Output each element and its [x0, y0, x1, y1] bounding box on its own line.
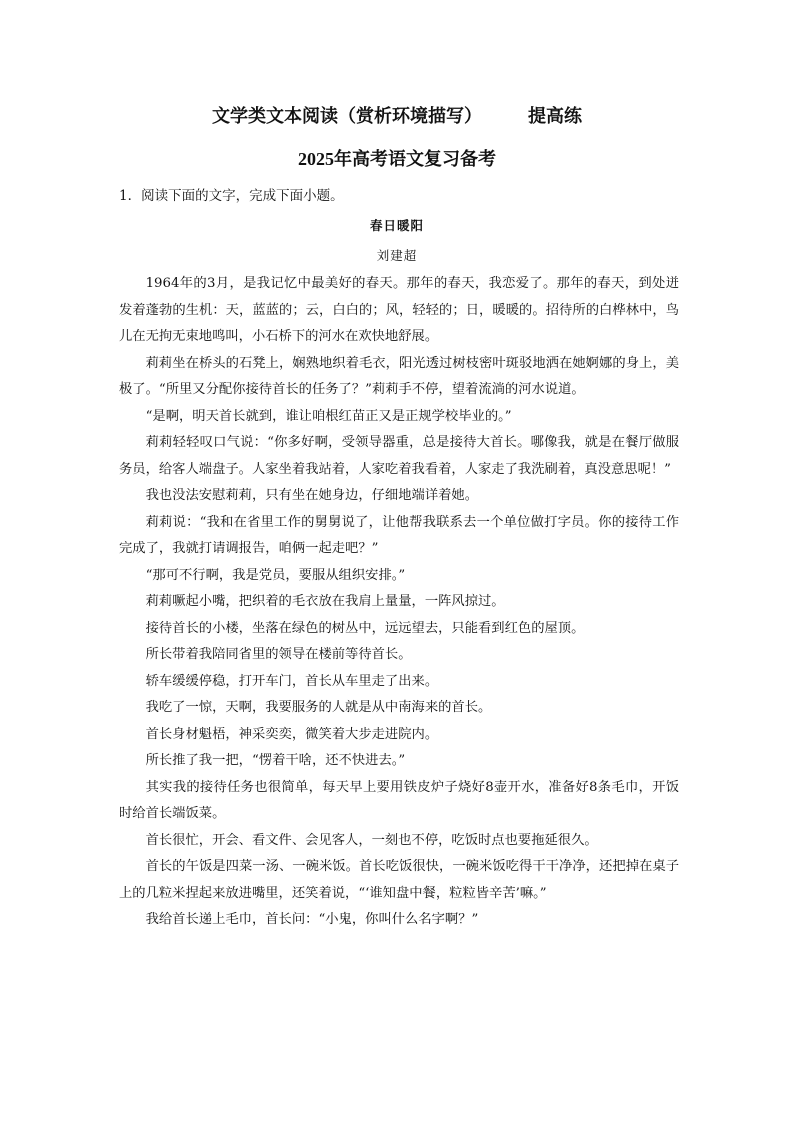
paragraph: 首长的午饭是四菜一汤、一碗米饭。首长吃饭很快，一碗米饭吃得干干净净，还把掉在桌子上的几粒米捏起来放进嘴里，还笑着说，“‘谁知盘中餐，粒粒皆辛苦’嘛。” [119, 859, 679, 901]
article-body [119, 271, 679, 934]
document-subtitle: 2025年高考语文复习备考 [298, 149, 496, 169]
document-title [0, 102, 794, 128]
article-author: 刘建超 [376, 248, 418, 263]
paragraph: 莉莉噘起小嘴，把织着的毛衣放在我肩上量量，一阵风掠过。 [145, 594, 505, 609]
paragraph: 我给首长递上毛巾，首长问：“小鬼，你叫什么名字啊？” [145, 912, 479, 927]
article-title: 春日暖阳 [369, 218, 424, 233]
paragraph: 首长很忙，开会、看文件、会见客人，一刻也不停，吃饭时点也要拖延很久。 [145, 832, 598, 848]
paragraph: “是啊，明天首长就到，谁让咱根红苗正又是正规学校毕业的。” [145, 408, 512, 424]
paragraph: 其实我的接待任务也很简单，每天早上要用铁皮炉子烧好8壶开水，准备好8条毛巾，开饭时给首长端饭菜。 [119, 779, 679, 821]
paragraph: 莉莉轻轻叹口气说：“你多好啊，受领导器重，总是接待大首长。哪像我，就是在餐厅做服务员，给客人端盘子。人家坐着我站着，人家吃着我看着，人家走了我洗刷着，真没意思呢！” [119, 435, 679, 477]
paragraph: 所长带着我陪同省里的领导在楼前等待首长。 [145, 647, 412, 662]
paragraph: 首长身材魁梧，神采奕奕，微笑着大步走进院内。 [145, 726, 439, 742]
paragraph: 轿车缓缓停稳，打开车门，首长从车里走了出来。 [145, 673, 439, 689]
paragraph: “那可不行啊，我是党员，要服从组织安排。” [145, 567, 406, 583]
paragraph: 所长推了我一把，“愣着干啥，还不快进去。” [145, 753, 406, 768]
title-tag: 提高练 [528, 106, 582, 126]
paragraph: 我吃了一惊，天啊，我要服务的人就是从中南海来的首长。 [145, 700, 492, 715]
paragraph: 1964年的3月，是我记忆中最美好的春天。那年的春天，我恋爱了。那年的春天，到处迸发着蓬勃的生机：天，蓝蓝的；云，白白的；风，轻轻的；日，暖暖的。招待所的白桦林中，鸟儿在无拘无束地鸣叫，小石桥下的河水在欢快地舒展。 [119, 276, 679, 344]
paragraph: 我也没法安慰莉莉，只有坐在她身边，仔细地端详着她。 [145, 488, 479, 503]
paragraph: 莉莉坐在桥头的石凳上，娴熟地织着毛衣，阳光透过树枝密叶斑驳地洒在她婀娜的身上，美极了。“所里又分配你接待首长的任务了？”莉莉手不停，望着流淌的河水说道。 [119, 355, 679, 397]
question-prompt: 1．阅读下面的文字，完成下面小题。 [119, 188, 344, 204]
paragraph: 莉莉说：“我和在省里工作的舅舅说了，让他帮我联系去一个单位做打字员。你的接待工作完成了，我就打请调报告，咱俩一起走吧？” [119, 514, 679, 556]
title-main: 文学类文本阅读（赏析环境描写） [212, 106, 482, 126]
paragraph: 接待首长的小楼，坐落在绿色的树丛中，远远望去，只能看到红色的屋顶。 [145, 620, 585, 636]
